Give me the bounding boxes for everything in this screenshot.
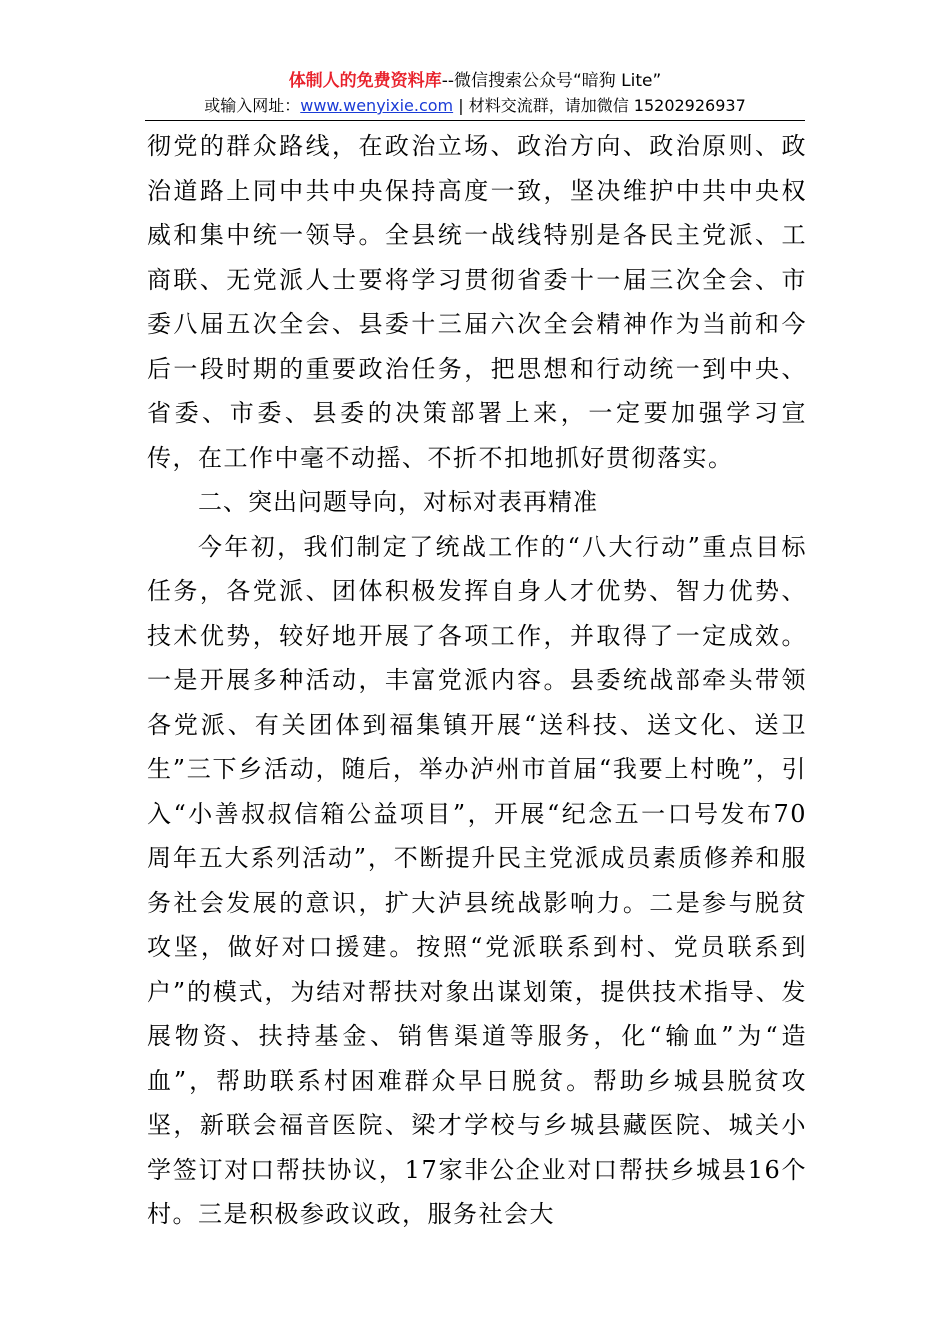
contact-info: 材料交流群，请加微信 15202926937 [468,96,746,115]
document-body [147,124,807,1237]
paragraph-2: 今年初，我们制定了统战工作的“八大行动”重点目标任务，各党派、团体积极发挥自身人才优势、智力优势、技术优势，较好地开展了各项工作，并取得了一定成效。一是开展多种活动，丰富党派内容。县委统战部牵头带领各党派、有关团体到福集镇开展“送科技、送文化、送卫生”三下乡活动，随后，举办泸州市首届“我要上村晚”，引入“小善叔叔信箱公益项目”，开展“纪念五一口号发布70周年五大系列活动”，不断提升民主党派成员素质修养和服务社会发展的意识，扩大泸县统战影响力。二是参与脱贫攻坚，做好对口援建。按照“党派联系到村、党员联系到户”的模式，为结对帮扶对象出谋划策，提供技术指导、发展物资、扶持基金、销售渠道等服务，化“输血”为“造血”，帮助联系村困难群众早日脱贫。帮助乡城县脱贫攻坚，新联会福音医院、梁才学校与乡城县藏医院、城关小学签订对口帮扶协议，17家非公企业对口帮扶乡城县16个村。三是积极参政议政，服务社会大 [147,532,807,1228]
paragraph-1: 彻党的群众路线，在政治立场、政治方向、政治原则、政治道路上同中共中央保持高度一致，坚决维护中共中央权威和集中统一领导。全县统一战线特别是各民主党派、工商联、无党派人士要将学习贯彻省委十一届三次全会、市委八届五次全会、县委十三届六次全会精神作为当前和今后一段时期的重要政治任务，把思想和行动统一到中央、省委、市委、县委的决策部署上来，一定要加强学习宣传，在工作中毫不动摇、不折不扣地抓好贯彻落实。 [147,132,807,472]
header-promo-line [145,68,805,94]
section-heading-2: 二、突出问题导向，对标对表再精准 [198,488,598,516]
site-prefix: 或输入网址： [204,96,301,115]
header-contact-line [145,94,805,118]
document-header [145,68,805,118]
brand-title: 体制人的免费资料库 [288,71,442,91]
search-note: --微信搜索公众号“暗狗 Lite” [441,71,662,91]
header-divider [145,120,805,121]
header-separator: | [453,96,469,115]
website-link[interactable]: www.wenyixie.com [300,96,454,115]
